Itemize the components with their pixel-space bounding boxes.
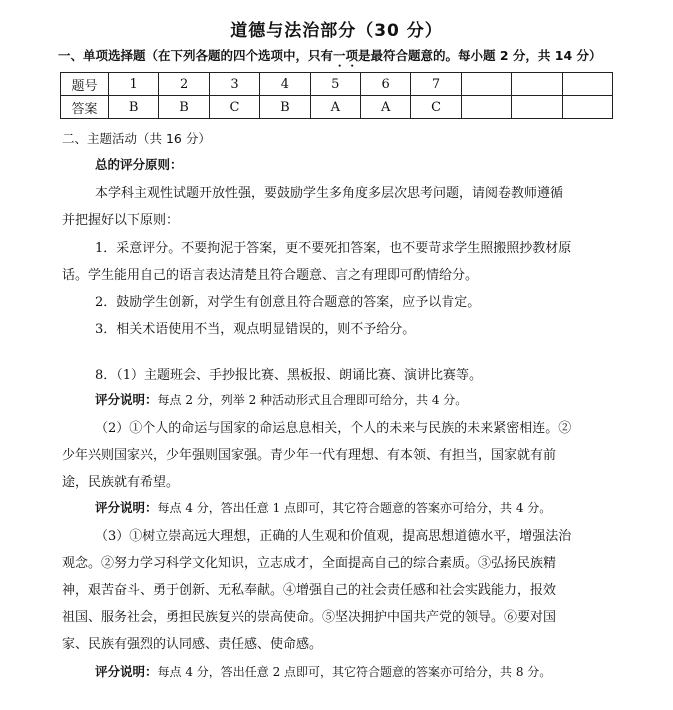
- section1-heading: [58, 46, 602, 70]
- answer-cell: B: [260, 96, 310, 119]
- scoring-note-text: 每点 2 分，列举 2 种活动形式且合理即可给分，共 4 分。: [157, 393, 468, 407]
- question-number-cell: [562, 73, 612, 96]
- principle-3: 3．相关术语使用不当，观点明显错误的，则不予给分。: [95, 322, 416, 337]
- scoring-note-label: 评分说明：: [95, 500, 158, 515]
- principle-2: 2．鼓励学生创新，对学生有创意且符合题意的答案，应予以肯定。: [95, 295, 481, 310]
- principle-1-line-1: 1．采意评分。不要拘泥于答案，更不要死扣答案，也不要苛求学生照搬照抄教材原: [95, 241, 572, 256]
- intro-line-2: 并把握好以下原则：: [62, 213, 180, 228]
- section1-heading-pre: 一、单项选择题（在下列各题的四个选项中，只有: [58, 48, 334, 63]
- answer-table-answer-row: [61, 96, 613, 119]
- principles-title: 总的评分原则：: [95, 157, 183, 172]
- answer-cell: [461, 96, 511, 119]
- page-title: 道德与法治部分（30 分）: [230, 21, 443, 41]
- q8-answer-3-line-4: 祖国、服务社会，勇担民族复兴的崇高使命。⑤坚决拥护中国共产党的领导。⑥要对国: [62, 610, 557, 625]
- section1-heading-post: 是最符合题意的。每小题 2 分，共 14 分）: [358, 48, 602, 63]
- question-number-cell: 7: [411, 73, 461, 96]
- q8-answer-2-line-1: （2）①个人的命运与国家的命运息息相关，个人的未来与民族的未来紧密相连。②: [95, 421, 572, 436]
- answer-table-number-row: [61, 73, 613, 96]
- q8-answer-3-line-2: 观念。②努力学习科学文化知识，立志成才，全面提高自己的综合素质。③弘扬民族精: [62, 556, 557, 571]
- q8-answer-3-line-3: 神，艰苦奋斗、勇于创新、无私奉献。④增强自己的社会责任感和社会实践能力，报效: [62, 583, 557, 598]
- question-number-cell: [512, 73, 562, 96]
- q8-answer-3-line-1: （3）①树立崇高远大理想，正确的人生观和价值观，提高思想道德水平，增强法治: [95, 529, 572, 544]
- q8-answer-2-line-3: 途，民族就有希望。: [62, 475, 180, 490]
- answer-cell: A: [310, 96, 360, 119]
- answer-cell: C: [411, 96, 461, 119]
- question-number-cell: 1: [109, 73, 159, 96]
- intro-line-1: 本学科主观性试题开放性强，要鼓励学生多角度多层次思考问题，请阅卷教师遵循: [95, 186, 564, 201]
- answer-table-row-label: 答案: [61, 96, 109, 119]
- q8-answer-1: 8．（1）主题班会、手抄报比赛、黑板报、朗诵比赛、演讲比赛等。: [95, 368, 483, 383]
- section1-heading-emphasis: 一项: [333, 48, 359, 63]
- scoring-note-label: 评分说明：: [95, 664, 158, 679]
- scoring-note-label: 评分说明：: [95, 392, 158, 407]
- answer-cell: A: [360, 96, 410, 119]
- question-number-cell: 2: [159, 73, 209, 96]
- question-number-cell: 4: [260, 73, 310, 96]
- answer-cell: C: [209, 96, 259, 119]
- question-number-cell: 6: [360, 73, 410, 96]
- q8-answer-2-line-2: 少年兴则国家兴，少年强则国家强。青少年一代有理想、有本领、有担当，国家就有前: [62, 448, 557, 463]
- scoring-note-text: 每点 4 分，答出任意 2 点即可，其它符合题意的答案亦可给分，共 8 分。: [157, 665, 552, 679]
- answer-cell: [512, 96, 562, 119]
- question-number-cell: 5: [310, 73, 360, 96]
- answer-table-row-label: 题号: [61, 73, 109, 96]
- scoring-note-1: [95, 390, 467, 408]
- q8-answer-3-line-5: 家、民族有强烈的认同感、责任感、使命感。: [62, 637, 323, 652]
- answer-table: [60, 72, 613, 119]
- scoring-note-text: 每点 4 分，答出任意 1 点即可，其它符合题意的答案亦可给分，共 4 分。: [157, 501, 552, 515]
- scoring-note-2: [95, 498, 551, 516]
- answer-cell: B: [159, 96, 209, 119]
- scoring-note-3: [95, 662, 551, 680]
- question-number-cell: 3: [209, 73, 259, 96]
- question-number-cell: [461, 73, 511, 96]
- section2-heading: 二、主题活动（共 16 分）: [62, 131, 211, 146]
- answer-cell: [562, 96, 612, 119]
- answer-cell: B: [109, 96, 159, 119]
- principle-1-line-2: 话。学生能用自己的语言表达清楚且符合题意、言之有理即可酌情给分。: [62, 268, 479, 283]
